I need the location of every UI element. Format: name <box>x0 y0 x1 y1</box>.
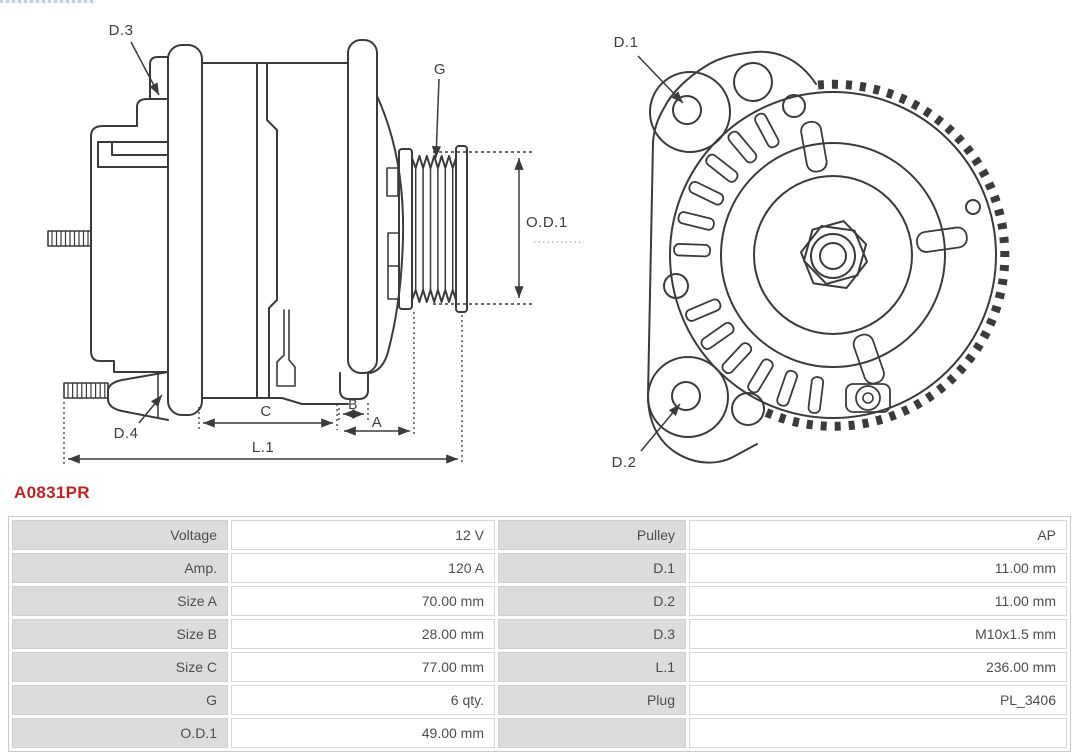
spec-label: D.1 <box>498 553 686 583</box>
part-number: A0831PR <box>14 483 90 502</box>
dim-label-b: B <box>348 396 358 412</box>
spec-label: Size C <box>12 652 228 682</box>
spec-label: Size A <box>12 586 228 616</box>
vent-louvers <box>674 112 824 414</box>
rear-bracket-flange <box>168 45 202 415</box>
rear-housing <box>48 57 168 420</box>
spec-value <box>689 718 1067 748</box>
spec-value: M10x1.5 mm <box>689 619 1067 649</box>
dim-label-g: G <box>433 61 447 78</box>
spec-table <box>8 516 1071 752</box>
spec-value: 12 V <box>231 520 495 550</box>
dim-label-d4: D.4 <box>113 425 139 442</box>
spec-label: Plug <box>498 685 686 715</box>
spec-value: 11.00 mm <box>689 586 1067 616</box>
side-view-dimensions <box>64 42 584 464</box>
spec-value: 6 qty. <box>231 685 495 715</box>
spec-row <box>12 520 1067 550</box>
dim-label-c: C <box>260 403 272 420</box>
side-view-drawing <box>48 40 467 420</box>
spec-label: Pulley <box>498 520 686 550</box>
spec-row <box>12 718 1067 748</box>
spec-value: 120 A <box>231 553 495 583</box>
front-view-drawing <box>648 52 1005 463</box>
stator-body <box>202 63 348 404</box>
dim-label-l1: L.1 <box>251 439 275 456</box>
bottom-mounting-ear <box>648 357 728 437</box>
spec-label: D.3 <box>498 619 686 649</box>
spec-value: 236.00 mm <box>689 652 1067 682</box>
mount-hole-d2 <box>672 382 700 410</box>
fan-spokes <box>800 120 968 386</box>
spec-label: L.1 <box>498 652 686 682</box>
mount-hole-d1 <box>673 96 701 124</box>
spec-row <box>12 652 1067 682</box>
spec-label: D.2 <box>498 586 686 616</box>
spec-value: PL_3406 <box>689 685 1067 715</box>
dim-label-d3: D.3 <box>108 22 134 39</box>
dim-label-d1: D.1 <box>613 34 639 51</box>
spec-value: 11.00 mm <box>689 553 1067 583</box>
spec-value: 70.00 mm <box>231 586 495 616</box>
dim-label-od1: O.D.1 <box>526 214 568 231</box>
spec-label: O.D.1 <box>12 718 228 748</box>
spec-value: 28.00 mm <box>231 619 495 649</box>
spec-row <box>12 553 1067 583</box>
front-bracket <box>340 40 403 399</box>
side-view-labels <box>109 22 568 456</box>
pulley <box>399 146 467 312</box>
spec-row <box>12 619 1067 649</box>
spec-label: G <box>12 685 228 715</box>
dim-label-d2: D.2 <box>611 454 637 471</box>
spec-value: 49.00 mm <box>231 718 495 748</box>
spec-label <box>498 718 686 748</box>
front-view-labels <box>612 34 639 471</box>
spec-row <box>12 685 1067 715</box>
spec-label: Size B <box>12 619 228 649</box>
spec-row <box>12 586 1067 616</box>
spec-label: Amp. <box>12 553 228 583</box>
spec-value: AP <box>689 520 1067 550</box>
dim-label-a: A <box>371 414 383 431</box>
spec-label: Voltage <box>12 520 228 550</box>
spec-value: 77.00 mm <box>231 652 495 682</box>
shaft-nut <box>801 221 867 288</box>
